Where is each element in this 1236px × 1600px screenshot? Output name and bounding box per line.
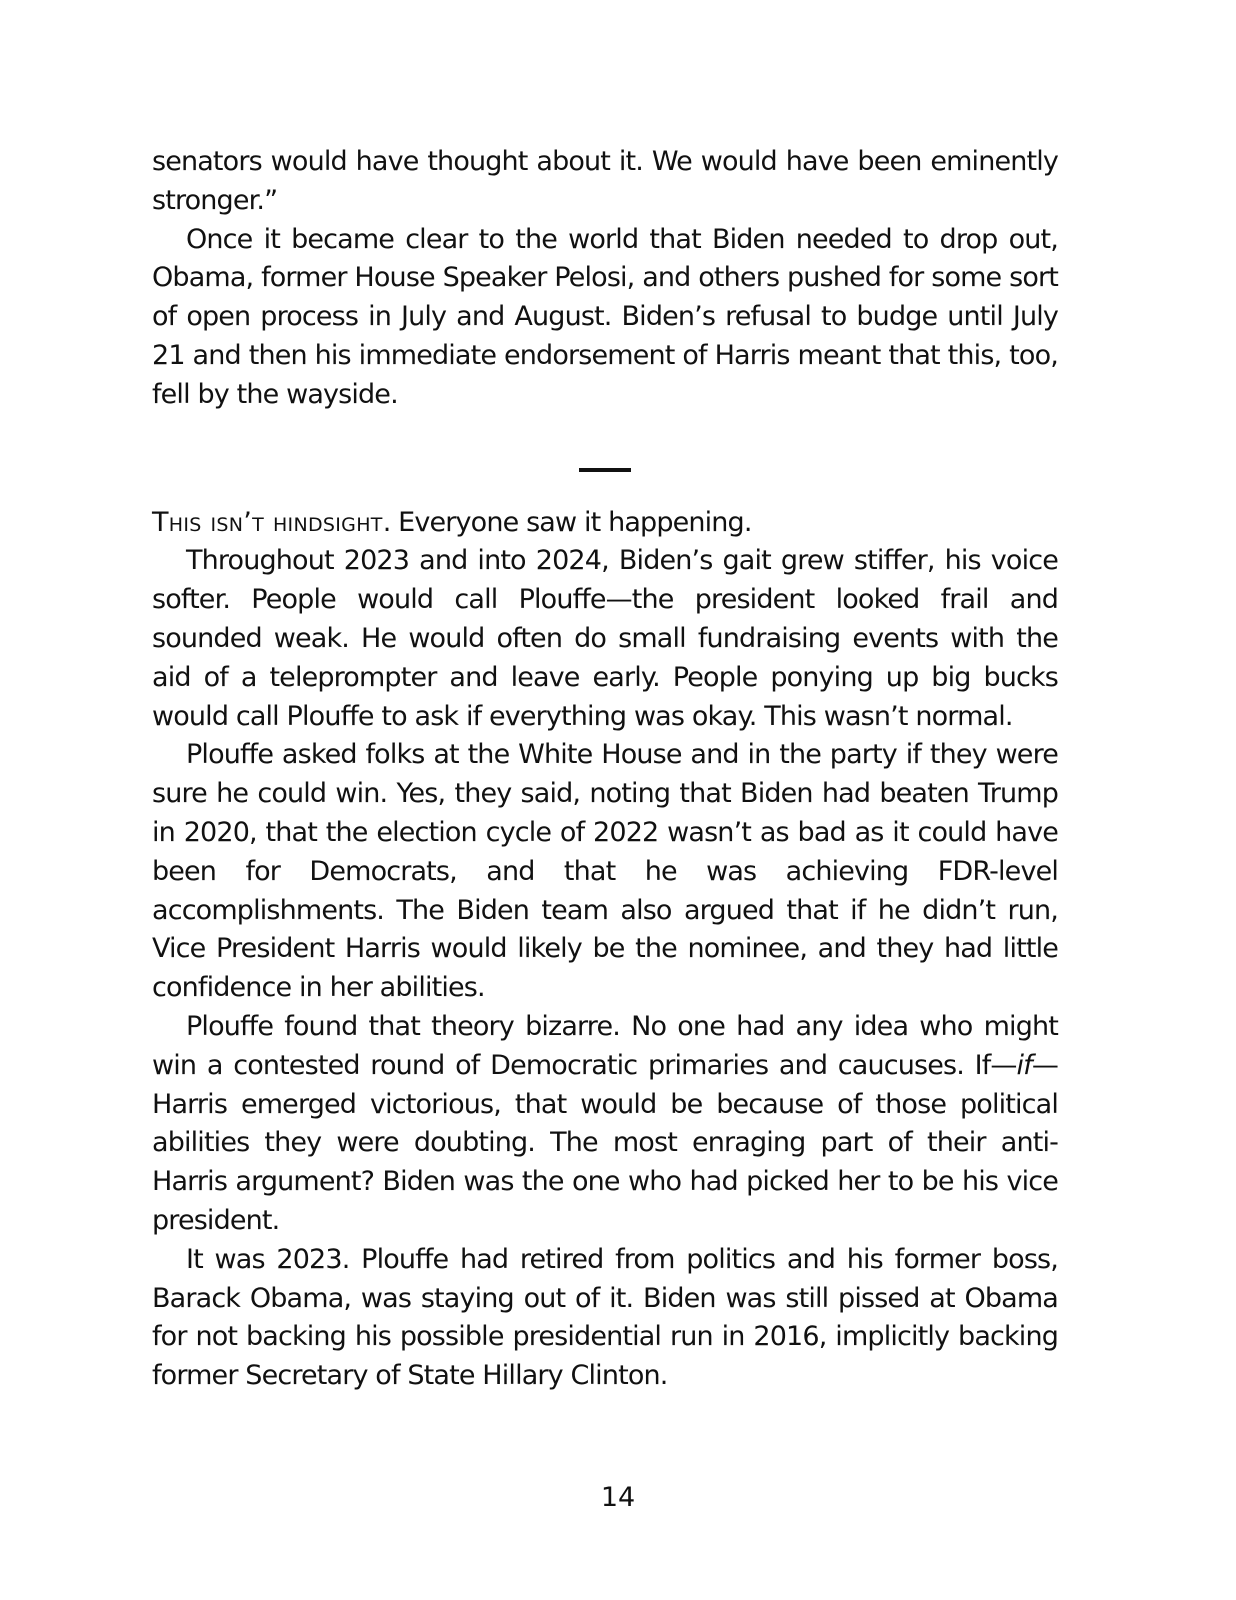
paragraph-7: It was 2023. Plouffe had retired from politics and his former boss, Barack Obama, was staying out of it. Biden was still pissed at Obama for not backing his possible presidential run in 2016, implicitly backing former Secretary of State Hillary Clinton. [152,1243,1058,1392]
paragraph-section-opening [152,504,1058,543]
paragraph-2: Once it became clear to the world that Biden needed to drop out, Obama, former House Speaker Pelosi, and others pushed for some sort of open process in July and August. Biden’s refusal to budge until July 21 and then his immediate endorsement of Harris meant that this, too, fell by the wayside. [152,223,1058,410]
paragraph-1: senators would have thought about it. We would have been eminently stronger.” [152,146,1058,216]
paragraph-6 [152,1008,1058,1241]
opening-sentence-rest: . Everyone saw it happening. [382,506,752,538]
paragraph-5: Plouffe asked folks at the White House and in the party if they were sure he could win. Yes, they said, noting that Biden had beaten Trump in 2020, that the election cycle of 2022 wasn’t as bad as it could have been for Democrats, and that he was achieving FDR-level accomplishments. The Biden team also argued that if he didn’t run, Vice President Harris would likely be the nominee, and they had little confidence in her abilities. [152,739,1058,1004]
small-caps-lead-in: This isn’t hindsight [152,506,383,538]
paragraph-4: Throughout 2023 and into 2024, Biden’s gait grew stiffer, his voice softer. People would call Plouffe—the president looked frail and sounded weak. He would often do small fundraising events with the aid of a teleprompter and leave early. People ponying up big bucks would call Plouffe to ask if everything was okay. This wasn’t normal. [152,545,1058,732]
page-number: 14 [600,1482,636,1513]
paragraph-6-part-b: — Harris emerged victorious, that would be because of those political abilities they were doubting. The most enraging part of their anti-Harris argument? Biden was the one who had picked her to be his vice president. [152,1049,1058,1236]
section-break-rule [579,468,631,472]
page-body [152,143,1058,1396]
paragraph-6-part-a: Plouffe found that theory bizarre. No one had any idea who might win a contested round of Democratic primaries and caucuses. If— [152,1010,1058,1081]
paragraph-6-emphasis: if [1016,1049,1032,1081]
